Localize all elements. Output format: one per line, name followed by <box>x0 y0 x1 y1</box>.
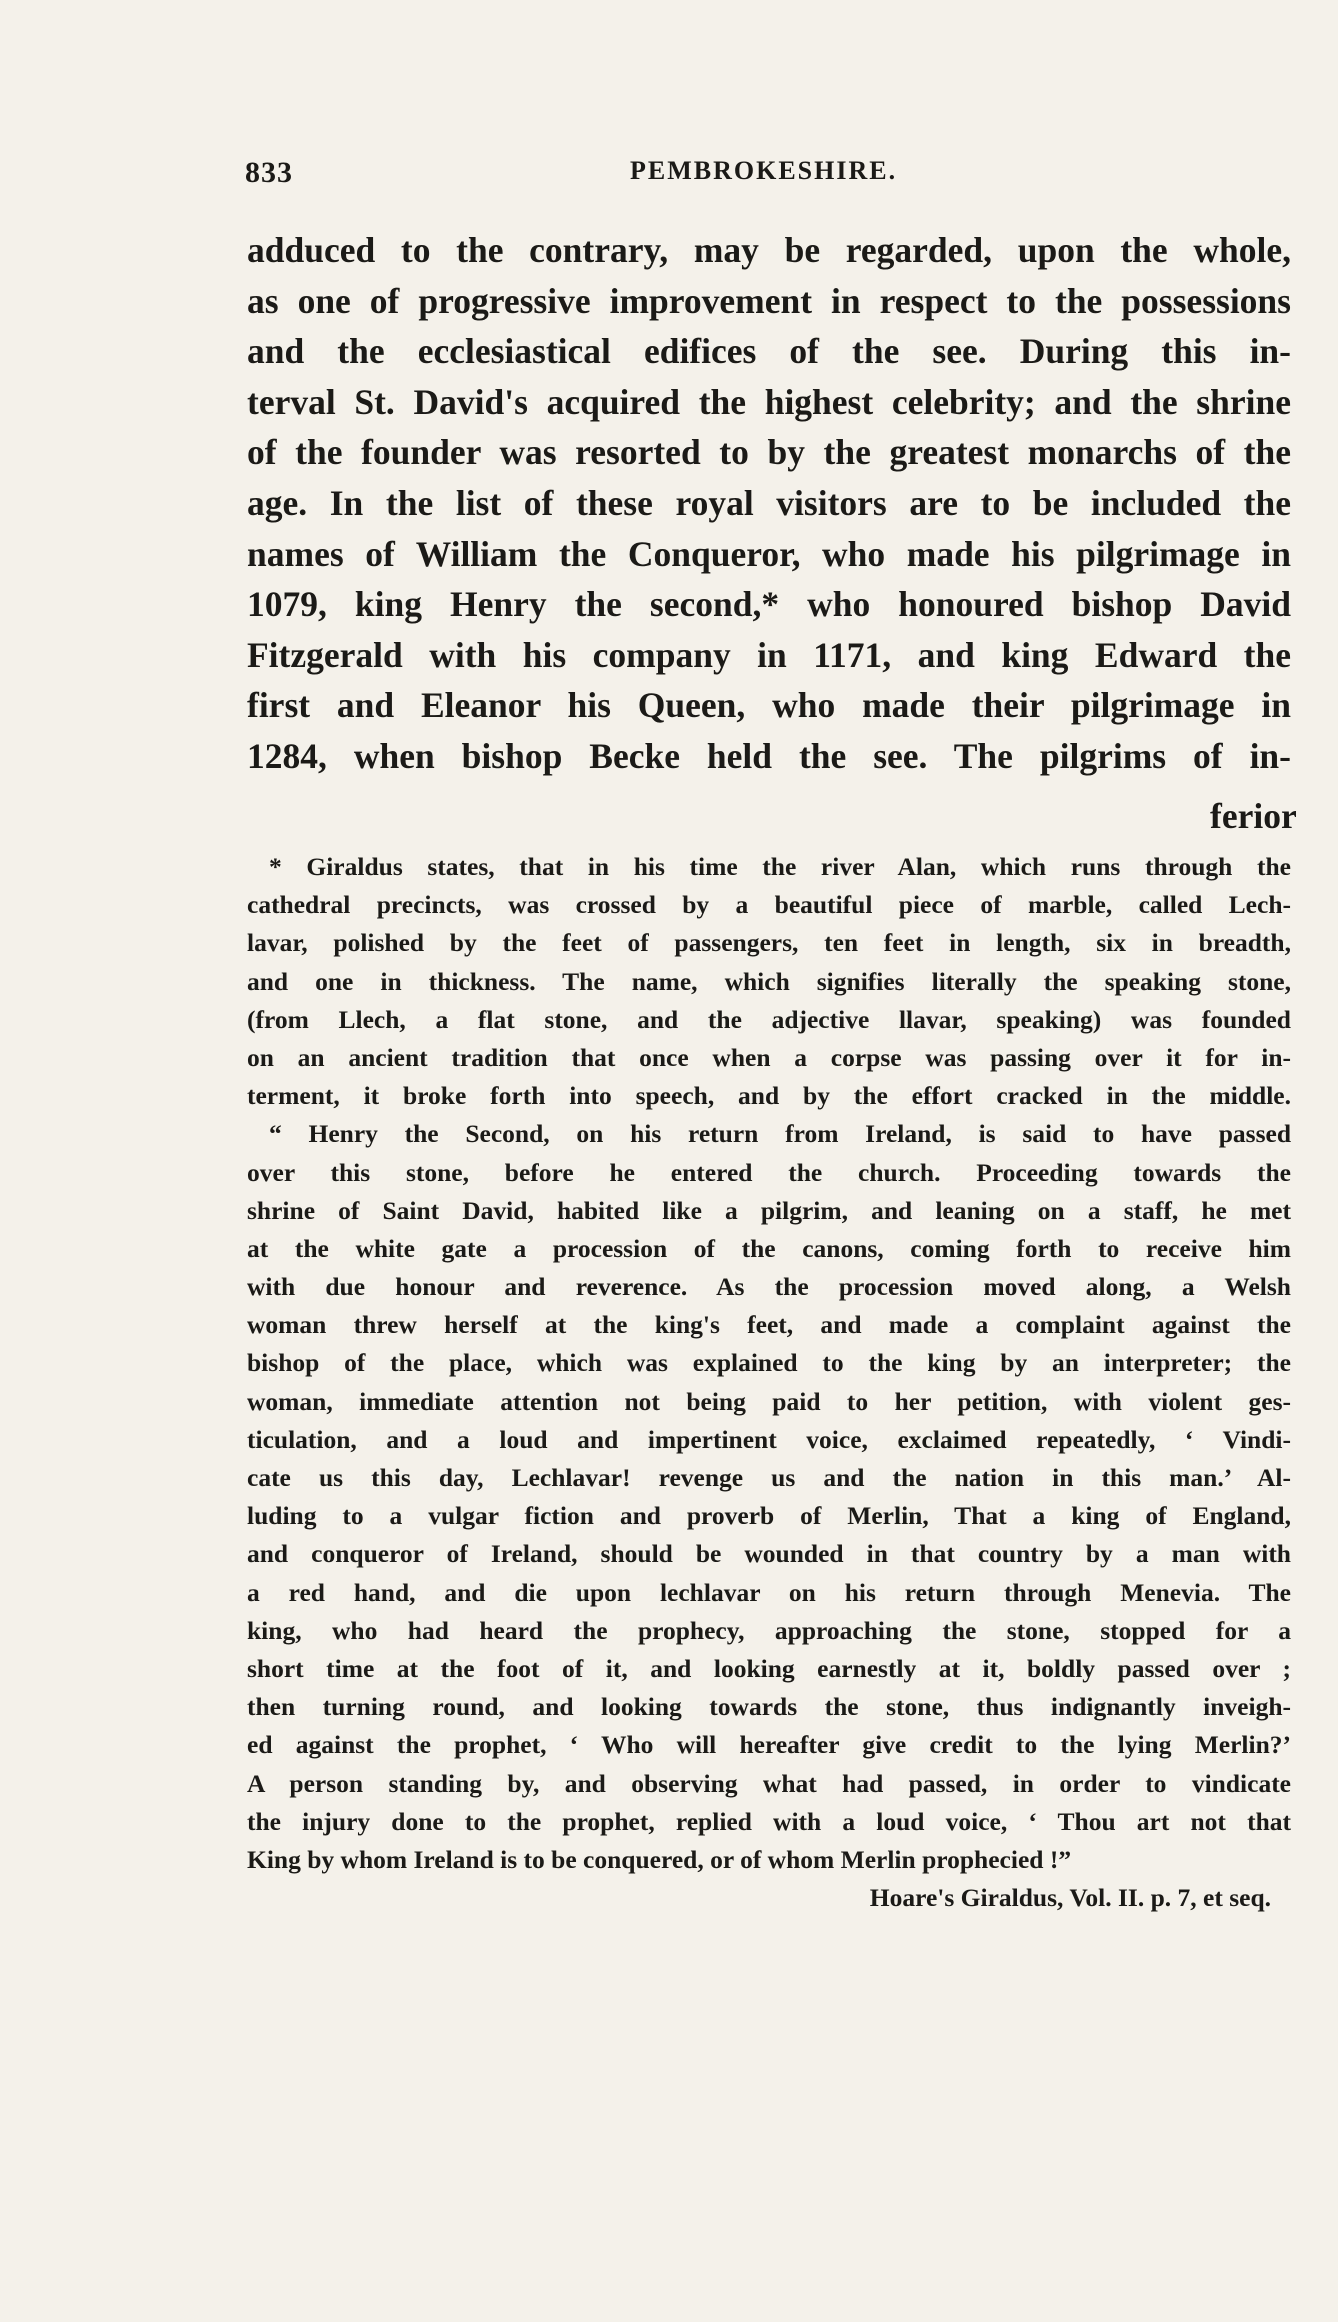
main-text-line: adduced to the contrary, may be regarded, upon the whole, <box>247 230 1291 270</box>
footnote-line: woman threw herself at the king's feet, and made a complaint against the <box>247 1310 1291 1340</box>
main-text-line: names of William the Conqueror, who made his pilgrimage in <box>247 533 1291 574</box>
footnote-line: terment, it broke forth into speech, and by the effort cracked in the middle. <box>247 1081 1291 1111</box>
main-text-line: 1284, when bishop Becke held the see. The pilgrims of in- <box>247 735 1291 776</box>
footnote-block <box>247 848 1291 1917</box>
footnote-line: then turning round, and looking towards the stone, thus indignantly inveigh- <box>247 1692 1291 1722</box>
footnote-line: luding to a vulgar fiction and proverb of Merlin, That a king of England, <box>247 1501 1291 1531</box>
footnote-line: woman, immediate attention not being paid to her petition, with violent ges- <box>247 1386 1291 1416</box>
footnote-line: lavar, polished by the feet of passengers, ten feet in length, six in breadth, <box>247 928 1291 958</box>
main-text-line: terval St. David's acquired the highest celebrity; and the shrine <box>247 381 1291 422</box>
footnote-line: A person standing by, and observing what had passed, in order to vindicate <box>247 1768 1291 1798</box>
main-text-line: and the ecclesiastical edifices of the see. During this in- <box>247 331 1291 372</box>
main-text-line: Fitzgerald with his company in 1171, and king Edward the <box>247 634 1291 675</box>
running-title: PEMBROKESHIRE. <box>630 156 898 185</box>
main-text-line: age. In the list of these royal visitors are to be included the <box>247 482 1291 523</box>
main-text-line: first and Eleanor his Queen, who made their pilgrimage in <box>247 685 1291 726</box>
footnote-line: over this stone, before he entered the church. Proceeding towards the <box>247 1157 1291 1187</box>
footnote-line: at the white gate a procession of the canons, coming forth to receive him <box>247 1233 1291 1263</box>
footnote-line: bishop of the place, which was explained to the king by an interpreter; the <box>247 1348 1291 1378</box>
main-text-line: as one of progressive improvement in respect to the possessions <box>247 280 1291 321</box>
footnote-line: (from Llech, a flat stone, and the adjective llavar, speaking) was founded <box>247 1004 1291 1034</box>
footnote-line: shrine of Saint David, habited like a pilgrim, and leaning on a staff, he met <box>247 1195 1291 1225</box>
catchword: ferior <box>1210 796 1297 836</box>
footnote-line: “ Henry the Second, on his return from Ireland, is said to have passed <box>269 1119 1291 1149</box>
footnote-line: * Giraldus states, that in his time the river Alan, which runs through the <box>269 852 1291 881</box>
footnote-citation: Hoare's Giraldus, Vol. II. p. 7, et seq. <box>869 1883 1271 1913</box>
footnote-line: king, who had heard the prophecy, approaching the stone, stopped for a <box>247 1615 1291 1645</box>
footnote-line: cathedral precincts, was crossed by a beautiful piece of marble, called Lech- <box>247 890 1291 920</box>
footnote-line: the injury done to the prophet, replied with a loud voice, ‘ Thou art not that <box>247 1806 1291 1836</box>
footnote-line: and conqueror of Ireland, should be wounded in that country by a man with <box>247 1539 1291 1569</box>
main-text-line: 1079, king Henry the second,* who honoured bishop David <box>247 584 1291 625</box>
page-number: 833 <box>245 156 293 189</box>
page-header <box>245 156 1095 196</box>
footnote-line: short time at the foot of it, and looking earnestly at it, boldly passed over ; <box>247 1653 1291 1683</box>
footnote-line: with due honour and reverence. As the procession moved along, a Welsh <box>247 1272 1291 1302</box>
footnote-line: ed against the prophet, ‘ Who will hereafter give credit to the lying Merlin?’ <box>247 1730 1291 1760</box>
footnote-line: ticulation, and a loud and impertinent voice, exclaimed repeatedly, ‘ Vindi- <box>247 1424 1291 1454</box>
footnote-line: King by whom Ireland is to be conquered, or of whom Merlin prophecied !” <box>247 1844 1072 1874</box>
main-text-line: of the founder was resorted to by the greatest monarchs of the <box>247 432 1291 473</box>
footnote-line: on an ancient tradition that once when a corpse was passing over it for in- <box>247 1042 1291 1072</box>
main-text-block <box>247 225 1291 782</box>
footnote-line: cate us this day, Lechlavar! revenge us and the nation in this man.’ Al- <box>247 1463 1291 1492</box>
footnote-line: a red hand, and die upon lechlavar on his return through Menevia. The <box>247 1577 1291 1607</box>
footnote-line: and one in thickness. The name, which signifies literally the speaking stone, <box>247 966 1291 996</box>
